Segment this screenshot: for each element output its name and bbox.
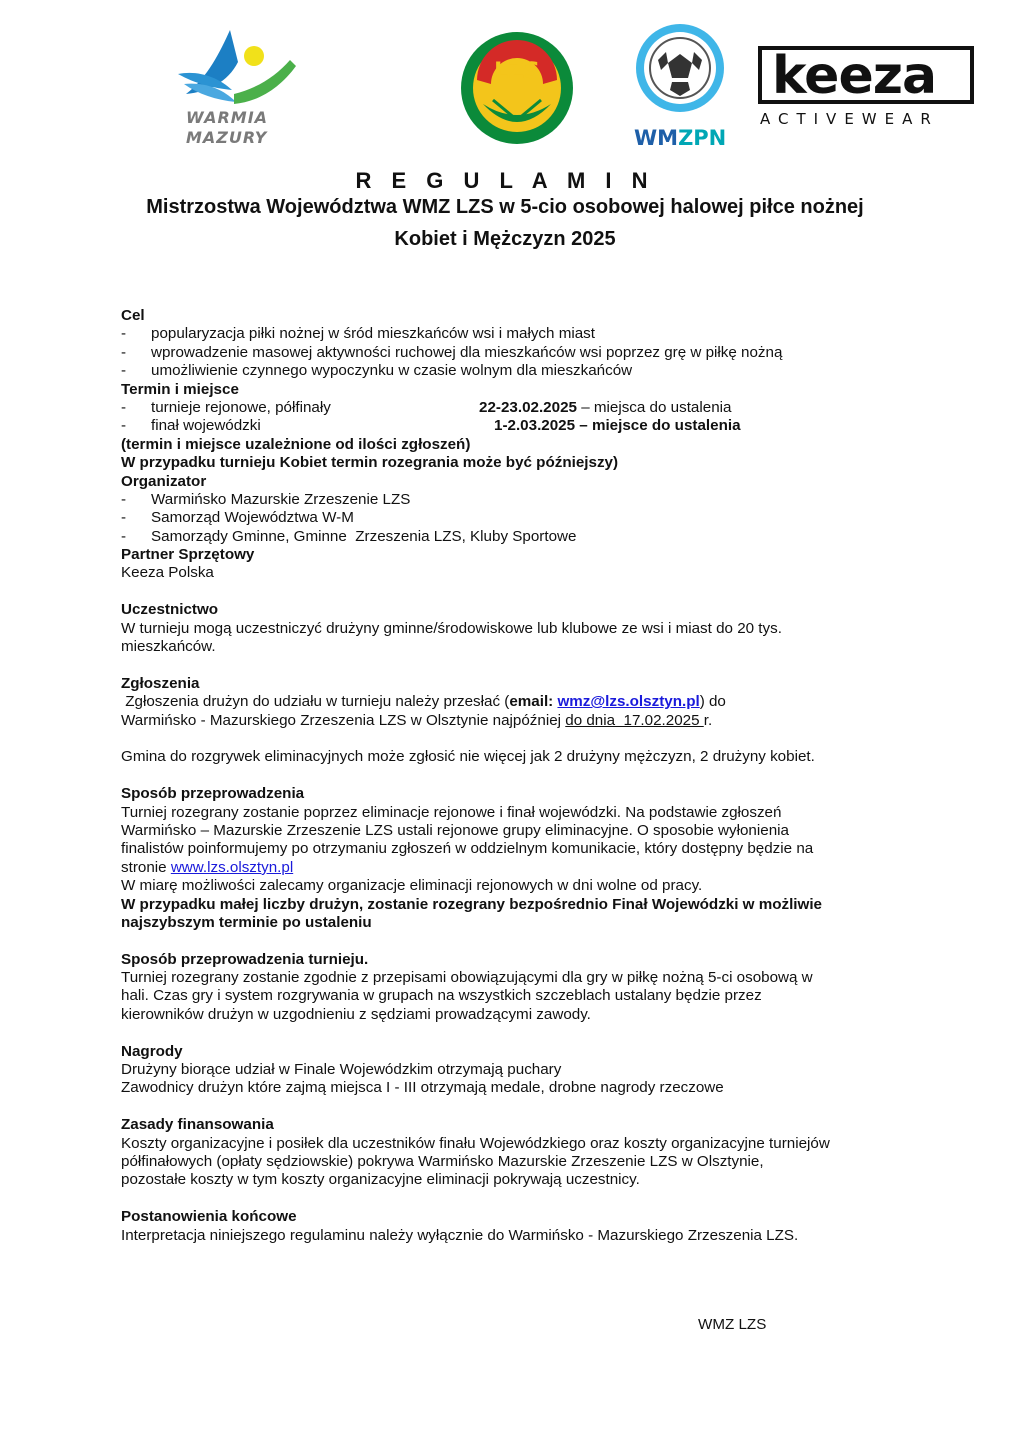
mazury-text: MAZURY xyxy=(186,128,268,147)
keeza-text: keeza xyxy=(772,46,937,106)
list-item: - popularyzacja piłki nożnej w śród mieszkańców wsi i małych miast xyxy=(121,325,595,343)
section-heading-nagrody: Nagrody xyxy=(121,1042,183,1060)
document-subtitle-1: Mistrzostwa Województwa WMZ LZS w 5-cio osobowej halowej piłce nożnej xyxy=(146,196,864,218)
section-heading-cel: Cel xyxy=(121,307,145,324)
warmia-mazury-logo-icon xyxy=(168,22,306,112)
text-span: Zgłoszenia drużyn do udziału w turnieju należy przesłać ( xyxy=(121,693,510,711)
text-span: r. xyxy=(703,711,713,729)
text-span: stronie xyxy=(121,858,171,876)
paragraph-line: finalistów poinformujemy po otrzymaniu zgłoszeń w oddzielnym komunikacie, który dostępny będzie na xyxy=(121,840,814,858)
paragraph-line: Turniej rozegrany zostanie zgodnie z przepisami obowiązującymi dla gry w piłkę nożną 5-ci osobową w xyxy=(121,969,813,987)
list-item: - Warmińsko Mazurskie Zrzeszenie LZS xyxy=(121,490,411,508)
document-title: R E G U L A M I N xyxy=(355,168,655,193)
paragraph-line-bold: najszybszym terminie po ustaleniu xyxy=(121,913,372,931)
section-heading-uczestnictwo: Uczestnictwo xyxy=(121,601,219,619)
logo-bar xyxy=(0,0,1010,165)
list-item-text: popularyzacja piłki nożnej w śród mieszkańców wsi i małych miast xyxy=(151,325,595,343)
section-heading-finansowanie: Zasady finansowania xyxy=(121,1116,274,1134)
schedule-date: 1-2.03.2025 – miejsce do ustalenia xyxy=(494,417,741,435)
list-item-text: wprowadzenie masowej aktywności ruchowej dla mieszkańców wsi poprzez grę w piłkę nożną xyxy=(151,343,783,361)
warmia-text: WARMIA xyxy=(186,108,269,127)
football-icon xyxy=(628,22,734,122)
paragraph-line-bold: W przypadku małej liczby drużyn, zostanie rozegrany bezpośrednio Finał Wojewódzki w możliwie xyxy=(121,895,822,913)
text-span: ) do xyxy=(699,693,726,711)
paragraph-line: mieszkańców. xyxy=(121,638,216,656)
warmia-mazury-logo xyxy=(168,22,306,154)
paragraph-line: Drużyny biorące udział w Finale Wojewódzkim otrzymają puchary xyxy=(121,1061,562,1079)
lzs-emblem-icon xyxy=(459,30,575,146)
paragraph-line xyxy=(121,693,921,711)
document-subtitle-2: Kobiet i Mężczyzn 2025 xyxy=(394,228,616,250)
list-item: - wprowadzenie masowej aktywności ruchowej dla mieszkańców wsi poprzez grę w piłkę nożną xyxy=(121,343,783,361)
section-heading-sposob-turnieju: Sposób przeprowadzenia turnieju. xyxy=(121,950,369,968)
paragraph-line: Zawodnicy drużyn które zajmą miejsca I - III otrzymają medale, drobne nagrody rzeczowe xyxy=(121,1079,724,1097)
section-heading-sposob: Sposób przeprowadzenia xyxy=(121,785,305,803)
paragraph-line: pozostałe koszty w tym koszty organizacyjne eliminacji pokrywają uczestnicy. xyxy=(121,1171,640,1189)
signature: WMZ LZS xyxy=(698,1316,767,1333)
schedule-date: 22-23.02.2025 xyxy=(479,398,577,416)
paragraph-line: półfinałowych (opłaty sędziowskie) pokrywa Warmińsko Mazurskie Zrzeszenie LZS w Olsztynie, xyxy=(121,1152,764,1170)
section-heading-organizator: Organizator xyxy=(121,472,207,490)
paragraph-line: Gmina do rozgrywek eliminacyjnych może zgłosić nie więcej jak 2 drużyny mężczyzn, 2 drużyny kobiet. xyxy=(121,748,815,766)
schedule-note: W przypadku turnieju Kobiet termin rozegrania może być późniejszy) xyxy=(121,454,619,472)
section-heading-termin: Termin i miejsce xyxy=(121,380,239,398)
paragraph-line xyxy=(121,859,921,877)
section-heading-partner: Partner Sprzętowy xyxy=(121,546,255,564)
schedule-place: – miejsca do ustalenia xyxy=(576,398,732,416)
list-item: - Samorządy Gminne, Gminne Zrzeszenia LZS, Kluby Sportowe xyxy=(121,527,577,545)
list-item-text: umożliwienie czynnego wypoczynku w czasie wolnym dla mieszkańców xyxy=(151,362,633,380)
wmzpn-text xyxy=(634,126,726,150)
paragraph-line: W miarę możliwości zalecamy organizacje eliminacji rejonowych w dni wolne od pracy. xyxy=(121,877,703,895)
schedule-label: turnieje rejonowe, półfinały xyxy=(151,398,331,416)
list-item-text: Warmińsko Mazurskie Zrzeszenie LZS xyxy=(151,490,411,508)
keeza-box xyxy=(758,46,974,104)
list-item: - Samorząd Województwa W-M xyxy=(121,509,354,527)
section-heading-koncowe: Postanowienia końcowe xyxy=(121,1208,297,1226)
list-item: - umożliwienie czynnego wypoczynku w czasie wolnym dla mieszkańców xyxy=(121,362,633,380)
section-heading-zgloszenia: Zgłoszenia xyxy=(121,674,200,692)
email-label: email: xyxy=(509,693,558,711)
paragraph-line: kierowników drużyn w uzgodnieniu z sędziami prowadzącymi zawody. xyxy=(121,1005,591,1023)
paragraph-line: W turnieju mogą uczestniczyć drużyny gminne/środowiskowe lub klubowe ze wsi i miast do 20 tys. xyxy=(121,619,782,637)
website-link[interactable]: www.lzs.olsztyn.pl xyxy=(170,858,294,876)
paragraph-line xyxy=(121,712,921,730)
schedule-row: - turnieje rejonowe, półfinały 22-23.02.2025 – miejsca do ustalenia xyxy=(121,398,732,416)
email-link[interactable]: wmz@lzs.olsztyn.pl xyxy=(557,693,700,711)
text-span: Warmińsko - Mazurskiego Zrzeszenia LZS w Olsztynie najpóźniej xyxy=(121,711,566,729)
schedule-note: (termin i miejsce uzależnione od ilości zgłoszeń) xyxy=(121,435,471,453)
wmzpn-text-zpn: ZPN xyxy=(678,126,727,150)
paragraph-line: Warmińsko – Mazurskie Zrzeszenie LZS ustali rejonowe grupy eliminacyjne. O sposobie wyłonienia xyxy=(121,821,789,839)
deadline-date: do dnia 17.02.2025 xyxy=(565,711,704,729)
keeza-logo xyxy=(758,46,984,132)
paragraph-line: hali. Czas gry i system rozgrywania w grupach na wszystkich szczeblach ustalany będzie przez xyxy=(121,987,762,1005)
lzs-emblem-logo xyxy=(459,30,575,146)
schedule-label: finał wojewódzki xyxy=(151,417,261,435)
paragraph-line: Koszty organizacyjne i posiłek dla uczestników finału Wojewódzkiego oraz koszty organizacyjne turniejów xyxy=(121,1134,830,1152)
paragraph-line: Interpretacja niniejszego regulaminu należy wyłącznie do Warmińsko - Mazurskiego Zrzeszenia LZS. xyxy=(121,1226,799,1244)
partner-name: Keeza Polska xyxy=(121,564,214,582)
wmzpn-text-wm: WM xyxy=(634,126,679,150)
wmzpn-logo xyxy=(628,22,734,152)
regulations-body xyxy=(121,307,921,1245)
lzs-emblem-text: LZS xyxy=(494,59,540,84)
paragraph-line: Turniej rozegrany zostanie poprzez eliminacje rejonowe i finał wojewódzki. Na podstawie zgłoszeń xyxy=(121,803,782,821)
schedule-row: - finał wojewódzki 1-2.03.2025 – miejsce do ustalenia xyxy=(121,417,741,435)
keeza-subtitle: ACTIVEWEAR xyxy=(760,110,939,128)
list-item-text: Samorząd Województwa W-M xyxy=(151,509,354,527)
list-item-text: Samorządy Gminne, Gminne Zrzeszenia LZS, Kluby Sportowe xyxy=(151,527,577,545)
